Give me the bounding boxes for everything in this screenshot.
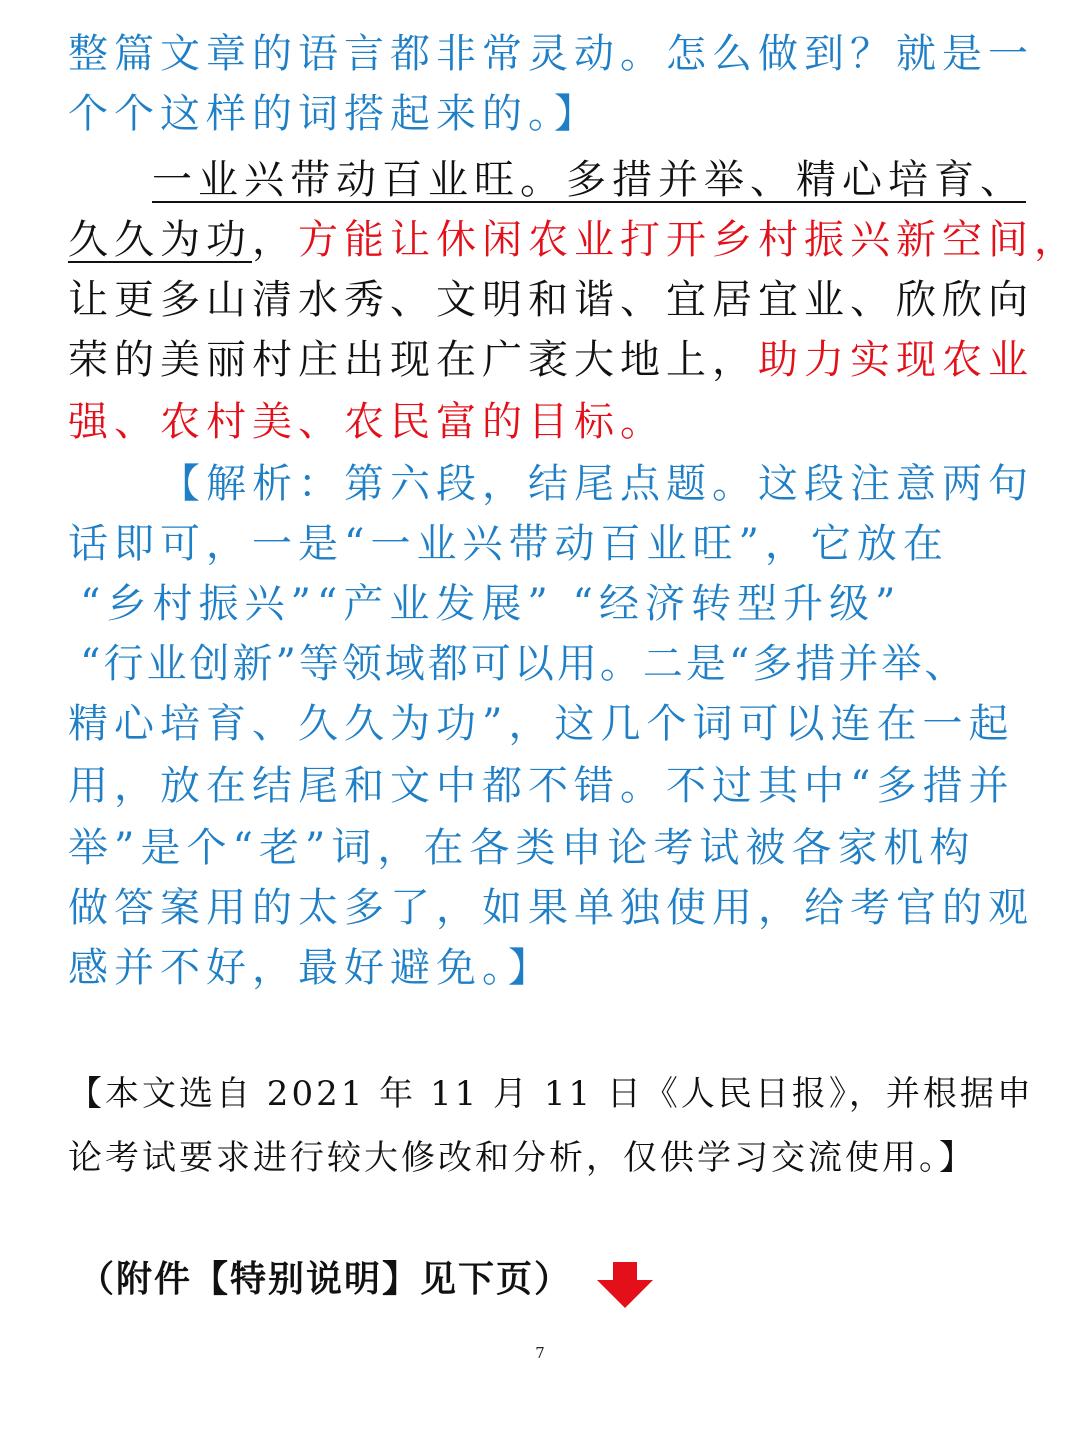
analysis-line: 【解析：第六段，结尾点题。这段注意两句 (160, 461, 1034, 507)
commentary-line: 整篇文章的语言都非常灵动。怎么做到？就是一 (68, 31, 1034, 77)
analysis-line: “行业创新”等领域都可以用。二是“多措并举、 (80, 641, 968, 687)
analysis-line: “乡村振兴”“产业发展” “经济转型升级” (80, 581, 902, 627)
body-text: 荣的美丽村庄出现在广袤大地上， (68, 337, 758, 383)
red-highlight-line: 强、农村美、农民富的目标。 (68, 399, 666, 445)
page-number: 7 (535, 1344, 545, 1362)
body-line (152, 150, 1026, 210)
analysis-line: 感并不好，最好避免。】 (68, 945, 554, 991)
analysis-line: 做答案用的太多了，如果单独使用，给考官的观 (68, 885, 1034, 931)
attachment-notice: （附件【特别说明】见下页） (78, 1259, 573, 1300)
analysis-line: 话即可，一是“一业兴带动百业旺”，它放在 (68, 521, 949, 567)
comma: ， (252, 217, 298, 263)
red-highlight: 方能让休闲农业打开乡村振兴新空间， (298, 217, 1080, 263)
down-arrow-icon (596, 1262, 654, 1308)
red-highlight: 助力实现农业 (758, 337, 1034, 383)
body-line (68, 330, 1034, 390)
analysis-line: 用，放在结尾和文中都不错。不过其中“多措并 (68, 763, 1015, 809)
body-line (68, 210, 1080, 270)
analysis-line: 精心培育、久久为功”，这几个词可以连在一起 (68, 701, 1015, 747)
underlined-phrase: 一业兴带动百业旺。多措并举、精心培育、 (152, 157, 1026, 203)
analysis-line: 举”是个“老”词，在各类申论考试被各家机构 (68, 825, 976, 871)
body-line: 让更多山清水秀、文明和谐、宜居宜业、欣欣向 (68, 277, 1034, 323)
source-note-line: 【本文选自 2021 年 11 月 11 日《人民日报》，并根据申 (68, 1074, 1034, 1114)
source-note-line: 论考试要求进行较大修改和分析，仅供学习交流使用。】 (68, 1138, 976, 1178)
commentary-line: 个个这样的词搭起来的。】 (68, 91, 600, 137)
underlined-phrase: 久久为功 (68, 217, 252, 263)
